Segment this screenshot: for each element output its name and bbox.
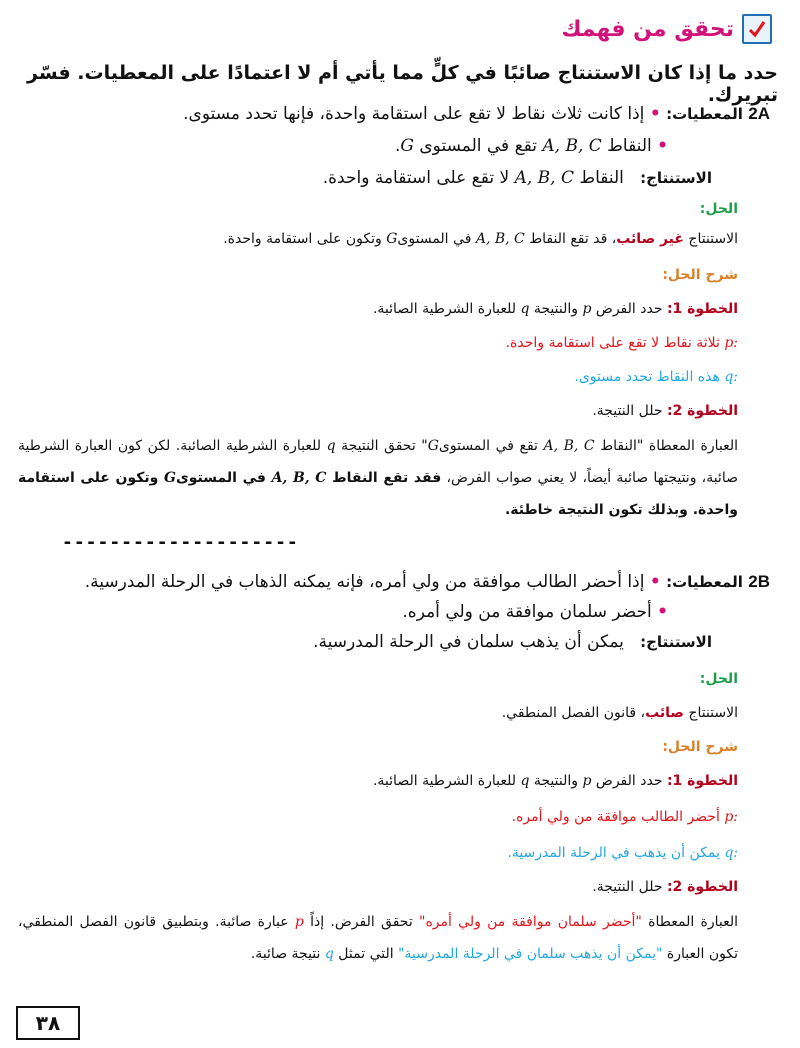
text: " تحقق النتيجة bbox=[335, 438, 428, 454]
quoted-hypothesis: "أحضر سلمان موافقة من ولي أمره" bbox=[419, 914, 642, 930]
hypothesis-p bbox=[38, 330, 738, 357]
text: وتكون على استقامة واحدة. bbox=[223, 231, 387, 247]
conclusion-text: لا تقع على استقامة واحدة. bbox=[322, 168, 515, 188]
text: ، قد تقع النقاط bbox=[524, 231, 617, 247]
math-var: q bbox=[324, 946, 334, 963]
hypothesis-p bbox=[38, 804, 738, 831]
step-label: الخطوة 1: bbox=[666, 301, 738, 317]
text: يمكن أن يذهب في الرحلة المدرسية. bbox=[507, 845, 725, 861]
given-text: إذا أحضر الطالب موافقة من ولي أمره، فإنه يمكنه الذهاب في الرحلة المدرسية. bbox=[84, 572, 645, 592]
math-var: p bbox=[582, 773, 592, 789]
math-points: A, B, C bbox=[475, 231, 525, 247]
given-label: المعطيات: bbox=[666, 573, 743, 591]
given-2b-line2 bbox=[0, 602, 668, 622]
step-label: الخطوة 2: bbox=[666, 403, 738, 419]
math-var: p: bbox=[724, 335, 738, 351]
math-points: A, B, C bbox=[271, 470, 327, 487]
step-label: الخطوة 1: bbox=[666, 773, 738, 789]
given-label: المعطيات: bbox=[666, 105, 743, 123]
explanation-label: شرح الحل: bbox=[662, 739, 738, 755]
bullet-icon: • bbox=[657, 136, 668, 156]
text: العبارة المعطاة "النقاط bbox=[594, 438, 738, 454]
text: للعبارة الشرطية الصائبة. لكن كون العبارة الشرطية صائبة، ونتيجتها صائبة أيضاً، لا يعني صواب الفرض، bbox=[18, 438, 738, 487]
conclusion-q bbox=[38, 364, 738, 391]
given-text: تقع في المستوى bbox=[413, 136, 543, 156]
verdict: صائب bbox=[645, 705, 684, 721]
text: ثلاثة نقاط لا تقع على استقامة واحدة. bbox=[505, 335, 725, 351]
section-divider: -------------------- bbox=[62, 532, 299, 553]
text: والنتيجة bbox=[529, 773, 583, 789]
conclusion-2b bbox=[0, 632, 712, 652]
text: العبارة المعطاة bbox=[641, 914, 739, 930]
explanation-label: شرح الحل: bbox=[662, 267, 738, 283]
math-var: p bbox=[294, 914, 304, 930]
math-var: q bbox=[520, 773, 530, 789]
math-points: A, B, C bbox=[542, 136, 602, 156]
instruction-text: حدد ما إذا كان الاستنتاج صائبًا في كلٍّ مما يأتي أم لا اعتمادًا على المعطيات. فسّر تبريرك. bbox=[27, 62, 778, 106]
step-label: الخطوة 2: bbox=[666, 879, 738, 895]
text: التي تمثل bbox=[333, 946, 399, 963]
verdict: غير صائب bbox=[616, 231, 684, 247]
analysis-paragraph bbox=[18, 906, 738, 970]
given-text: أحضر سلمان موافقة من ولي أمره. bbox=[402, 602, 652, 622]
text: في المستوى bbox=[397, 231, 476, 247]
bullet-icon: • bbox=[649, 104, 661, 124]
conclusion-text: النقاط bbox=[573, 168, 624, 188]
solution-label: الحل: bbox=[699, 201, 738, 217]
conclusion-label: الاستنتاج: bbox=[640, 169, 712, 187]
problem-number: 2B bbox=[748, 572, 770, 591]
given-2b-line1 bbox=[30, 572, 770, 592]
checkbox-icon bbox=[742, 14, 772, 44]
problem-number: 2A bbox=[748, 104, 770, 123]
step1 bbox=[38, 768, 738, 795]
text: تقع في المستوى bbox=[438, 438, 544, 454]
math-plane: G bbox=[386, 231, 398, 247]
math-var: q bbox=[520, 301, 530, 317]
given-text: النقاط bbox=[601, 136, 652, 156]
text: حدد الفرض bbox=[591, 773, 667, 789]
step1 bbox=[38, 296, 738, 323]
math-var: p bbox=[582, 301, 592, 317]
conclusion-2a bbox=[0, 168, 712, 188]
solution-label: الحل: bbox=[699, 671, 738, 687]
solution-text bbox=[38, 226, 738, 253]
step2 bbox=[38, 874, 738, 901]
math-var: q bbox=[326, 438, 336, 454]
text: هذه النقاط تحدد مستوى. bbox=[574, 369, 725, 385]
page-number: ٣٨ bbox=[16, 1006, 80, 1040]
given-text: إذا كانت ثلاث نقاط لا تقع على استقامة واحدة، فإنها تحدد مستوى. bbox=[183, 104, 645, 124]
math-plane: G bbox=[427, 438, 439, 454]
text: تحقق الفرض. إذاً bbox=[303, 914, 419, 930]
quoted-conclusion: "يمكن أن يذهب سلمان في الرحلة المدرسية" bbox=[398, 946, 663, 963]
text: حلل النتيجة. bbox=[592, 403, 667, 419]
text: نتيجة صائبة. bbox=[250, 946, 325, 963]
bullet-icon: • bbox=[649, 572, 661, 592]
text: الاستنتاج bbox=[683, 231, 738, 247]
conclusion-label: الاستنتاج: bbox=[640, 633, 712, 651]
math-points: A, B, C bbox=[543, 438, 595, 454]
given-2a-line2: • النقاط A, B, C تقع في المستوى G. bbox=[394, 136, 668, 156]
step2 bbox=[38, 398, 738, 425]
text: فقد تقع النقاط bbox=[326, 470, 442, 487]
given-2a-line1 bbox=[30, 104, 770, 124]
math-var: p: bbox=[724, 809, 738, 825]
text: وتكون على استقامة واحدة. وبذلك تكون النتيجة خاطئة. bbox=[18, 470, 738, 519]
bullet-icon: • bbox=[657, 602, 668, 622]
math-plane: G bbox=[163, 470, 176, 487]
text: حلل النتيجة. bbox=[592, 879, 667, 895]
math-var: q: bbox=[724, 845, 738, 861]
math-var: q: bbox=[724, 369, 738, 385]
conclusion-text: يمكن أن يذهب سلمان في الرحلة المدرسية. bbox=[313, 632, 624, 652]
solution-text bbox=[38, 700, 738, 727]
math-plane: G bbox=[400, 136, 414, 156]
text: أحضر الطالب موافقة من ولي أمره. bbox=[511, 809, 725, 825]
text: للعبارة الشرطية الصائبة. bbox=[372, 301, 521, 317]
text: حدد الفرض bbox=[591, 301, 667, 317]
text: والنتيجة bbox=[529, 301, 583, 317]
section-header bbox=[561, 14, 772, 44]
text: في المستوى bbox=[175, 470, 272, 487]
section-title: تحقق من فهمك bbox=[561, 16, 734, 42]
text: ، قانون الفصل المنطقي. bbox=[501, 705, 646, 721]
text: للعبارة الشرطية الصائبة. bbox=[372, 773, 521, 789]
analysis-paragraph bbox=[18, 430, 738, 527]
math-points: A, B, C bbox=[514, 168, 574, 188]
conclusion-q bbox=[38, 840, 738, 867]
text: الاستنتاج bbox=[683, 705, 738, 721]
text: عبارة صائبة. وبتطبيق قانون الفصل المنطقي، تكون العبارة bbox=[18, 914, 738, 963]
